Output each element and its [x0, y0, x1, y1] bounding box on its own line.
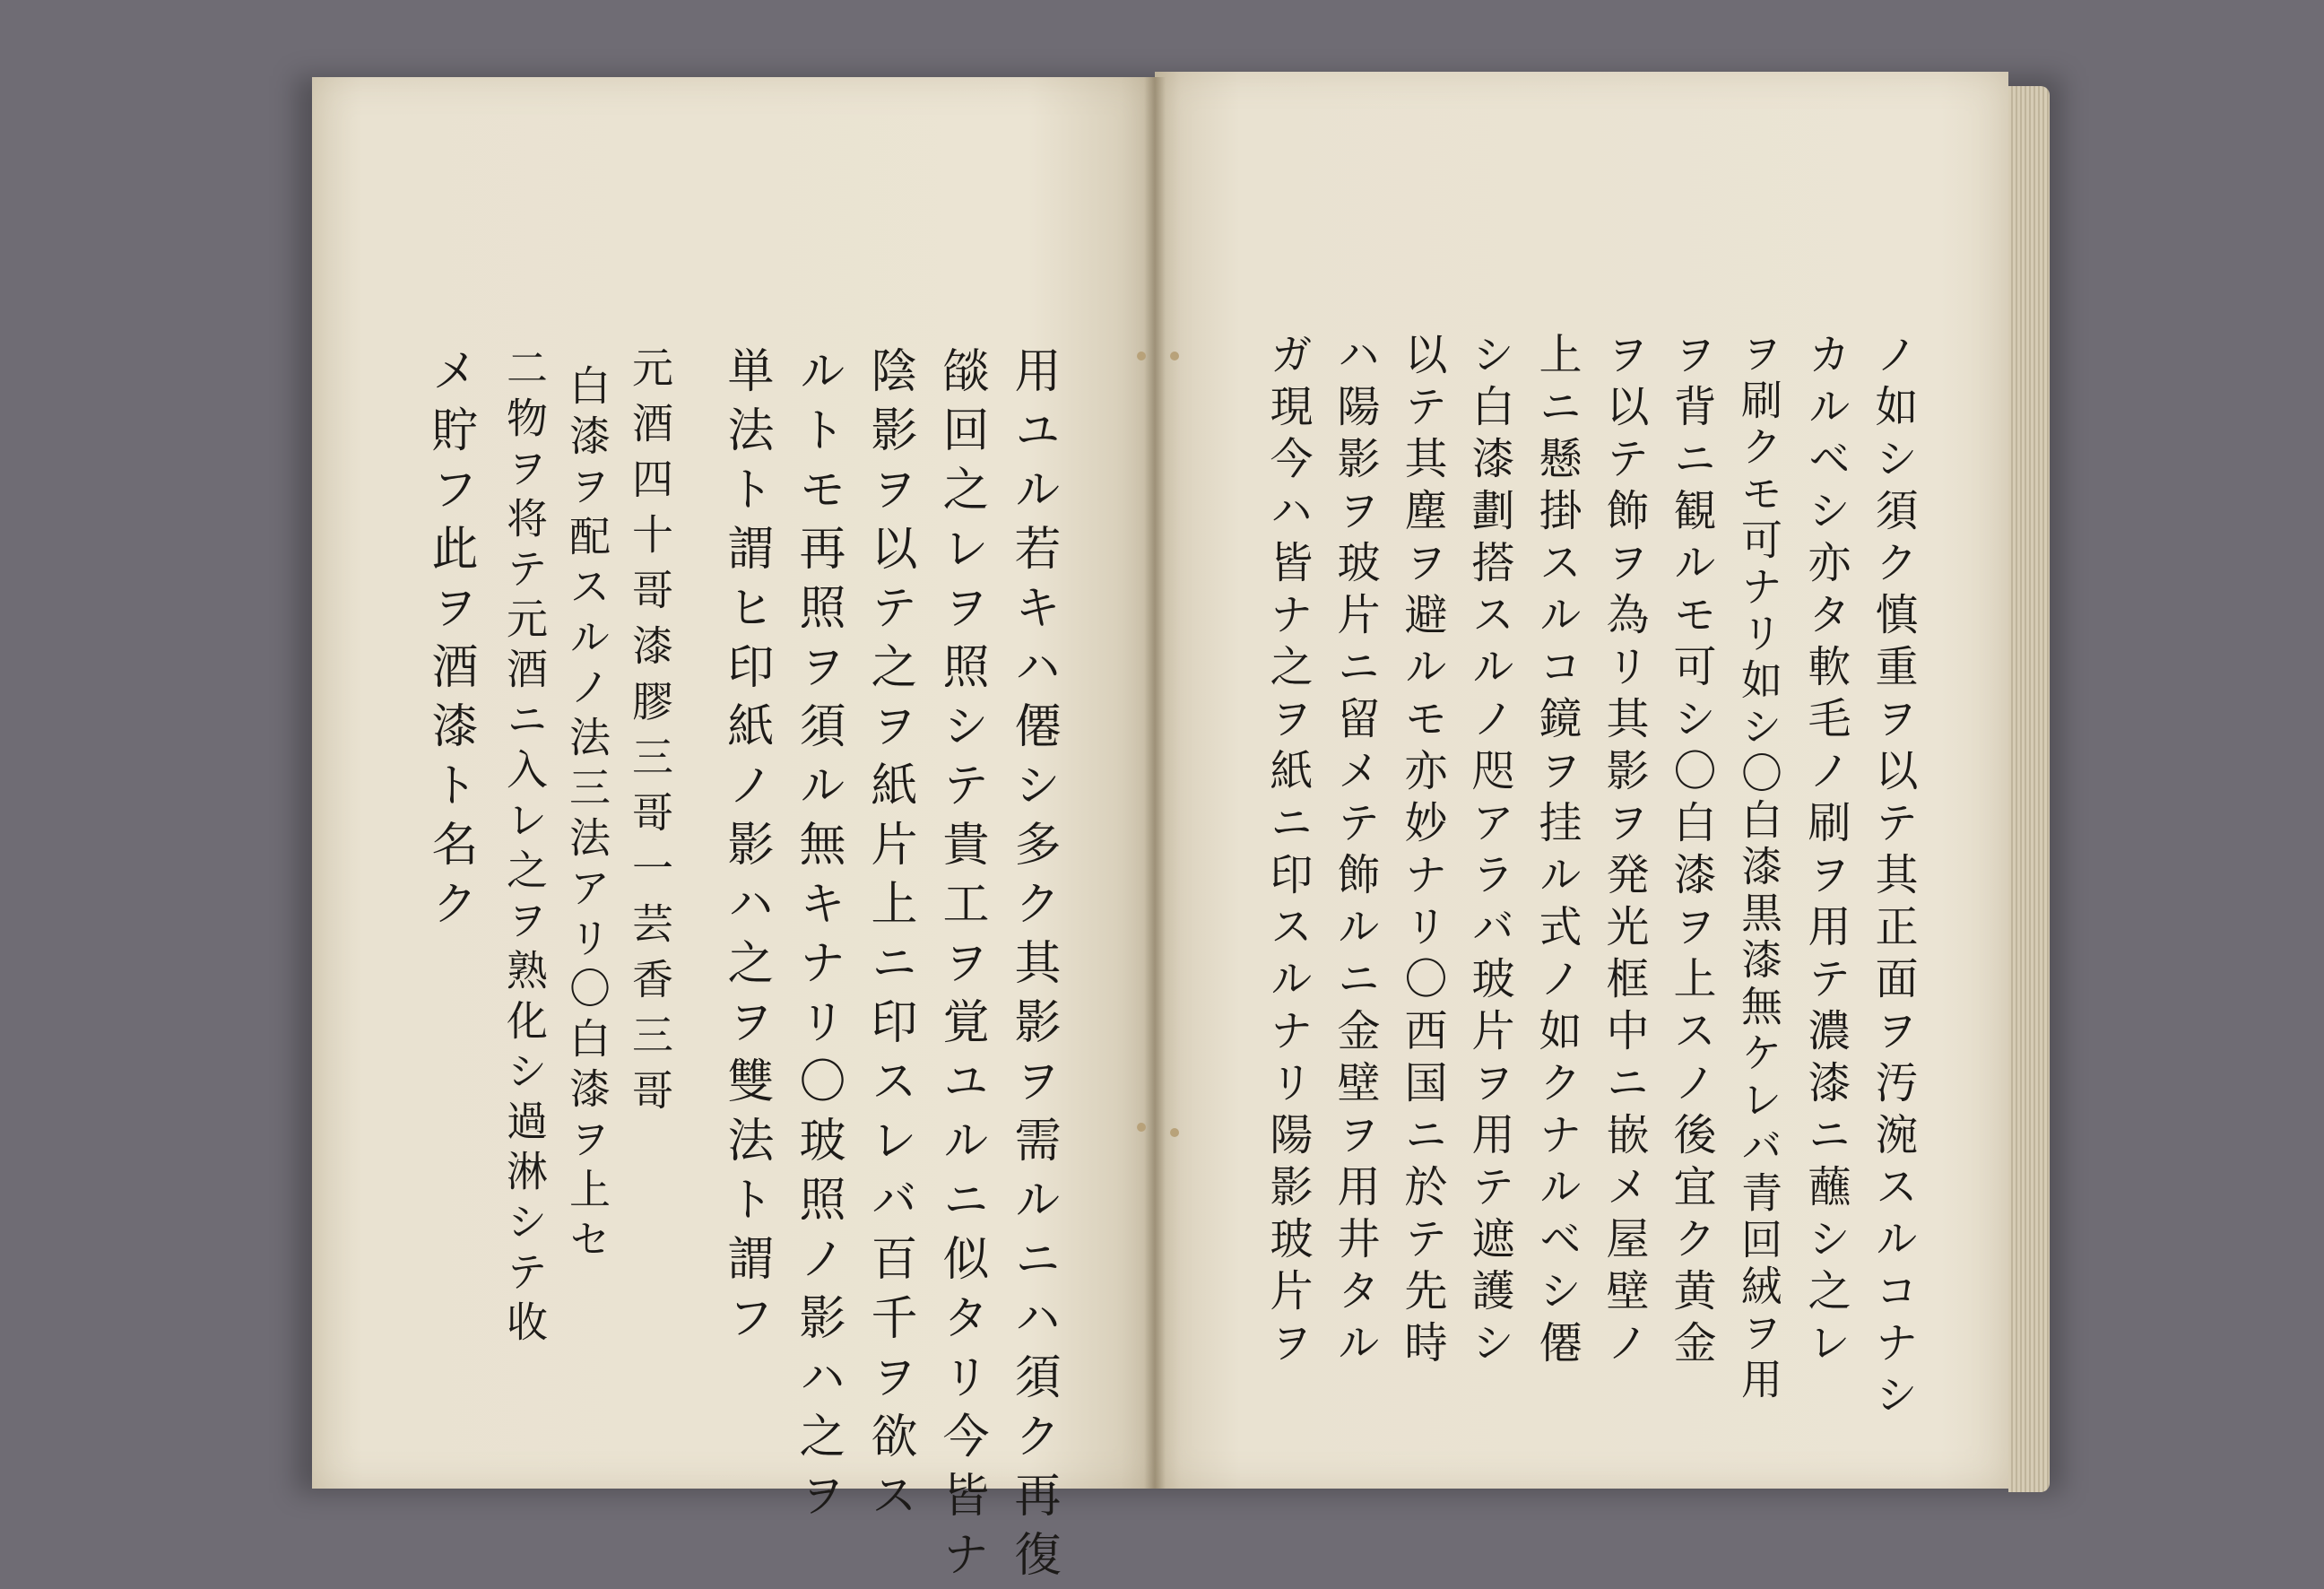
right-page-column-8: 以テ其塵ヲ避ルモ亦妙ナリ〇西国ニ於テ先時: [1397, 332, 1447, 1372]
right-page-column-5: ヲ以テ飾ヲ為リ其影ヲ発光框中ニ嵌メ屋壁ノ: [1599, 332, 1649, 1372]
right-page-column-9: ハ陽影ヲ玻片ニ留メテ飾ルニ金壁ヲ用井タル: [1330, 332, 1380, 1372]
page-edges: [2008, 86, 2050, 1492]
binding-hole-mark: [1137, 1123, 1146, 1132]
binding-hole-mark: [1170, 1128, 1179, 1137]
right-page-column-3: ヲ刷クモ可ナリ如シ〇白漆黒漆無ケレバ青回絨ヲ用: [1735, 332, 1783, 1404]
left-page-column-8: 二物ヲ将テ元酒ニ入レ之ヲ熟化シ過淋シテ收: [500, 346, 549, 1350]
left-page-column-5: 単法ト謂ヒ印紙ノ影ハ之ヲ雙法ト謂フ: [719, 346, 773, 1352]
left-page-column-7: 白漆ヲ配スルノ法三法アリ〇白漆ヲ上セ: [563, 364, 611, 1268]
book-gutter: [1144, 77, 1166, 1489]
right-page-column-2: カルベシ亦タ軟毛ノ刷ヲ用テ濃漆ニ蘸シ之レ: [1800, 332, 1851, 1372]
right-page-column-7: シ白漆劃搭スルノ咫アラバ玻片ヲ用テ遮護シ: [1464, 332, 1514, 1372]
left-page-column-2: 燄回之レヲ照シテ貴工ヲ覚ユルニ似タリ今皆ナ: [934, 346, 988, 1589]
left-page: [312, 77, 1155, 1589]
right-page-column-10: ガ現今ハ皆ナ之ヲ紙ニ印スルナリ陽影玻片ヲ: [1262, 332, 1313, 1372]
right-page: [1155, 72, 2008, 1489]
binding-hole-mark: [1170, 352, 1179, 360]
binding-hole-mark: [1137, 352, 1146, 360]
left-page-column-9: メ貯フ此ヲ酒漆ト名ク: [423, 346, 477, 938]
right-page-column-4: ヲ背ニ観ルモ可シ〇白漆ヲ上スノ後宜ク黄金: [1666, 332, 1716, 1372]
right-page-column-6: 上ニ懸掛スルコ鏡ヲ挂ル式ノ如クナルベシ僊: [1531, 332, 1582, 1372]
right-page-column-1: ノ如シ須ク慎重ヲ以テ其正面ヲ汚涴スルコナシ: [1868, 332, 1918, 1424]
left-page-column-6: 元酒四十哥漆膠三哥一芸香三哥: [626, 346, 674, 1124]
left-page-column-4: ルトモ再照ヲ須ル無キナリ〇玻照ノ影ハ之ヲ: [791, 346, 845, 1530]
left-page-column-3: 陰影ヲ以テ之ヲ紙片上ニ印スレバ百千ヲ欲ス: [863, 346, 916, 1530]
left-page-column-1: 用ユル若キハ僊シ多ク其影ヲ需ルニハ須ク再復: [1006, 346, 1060, 1589]
